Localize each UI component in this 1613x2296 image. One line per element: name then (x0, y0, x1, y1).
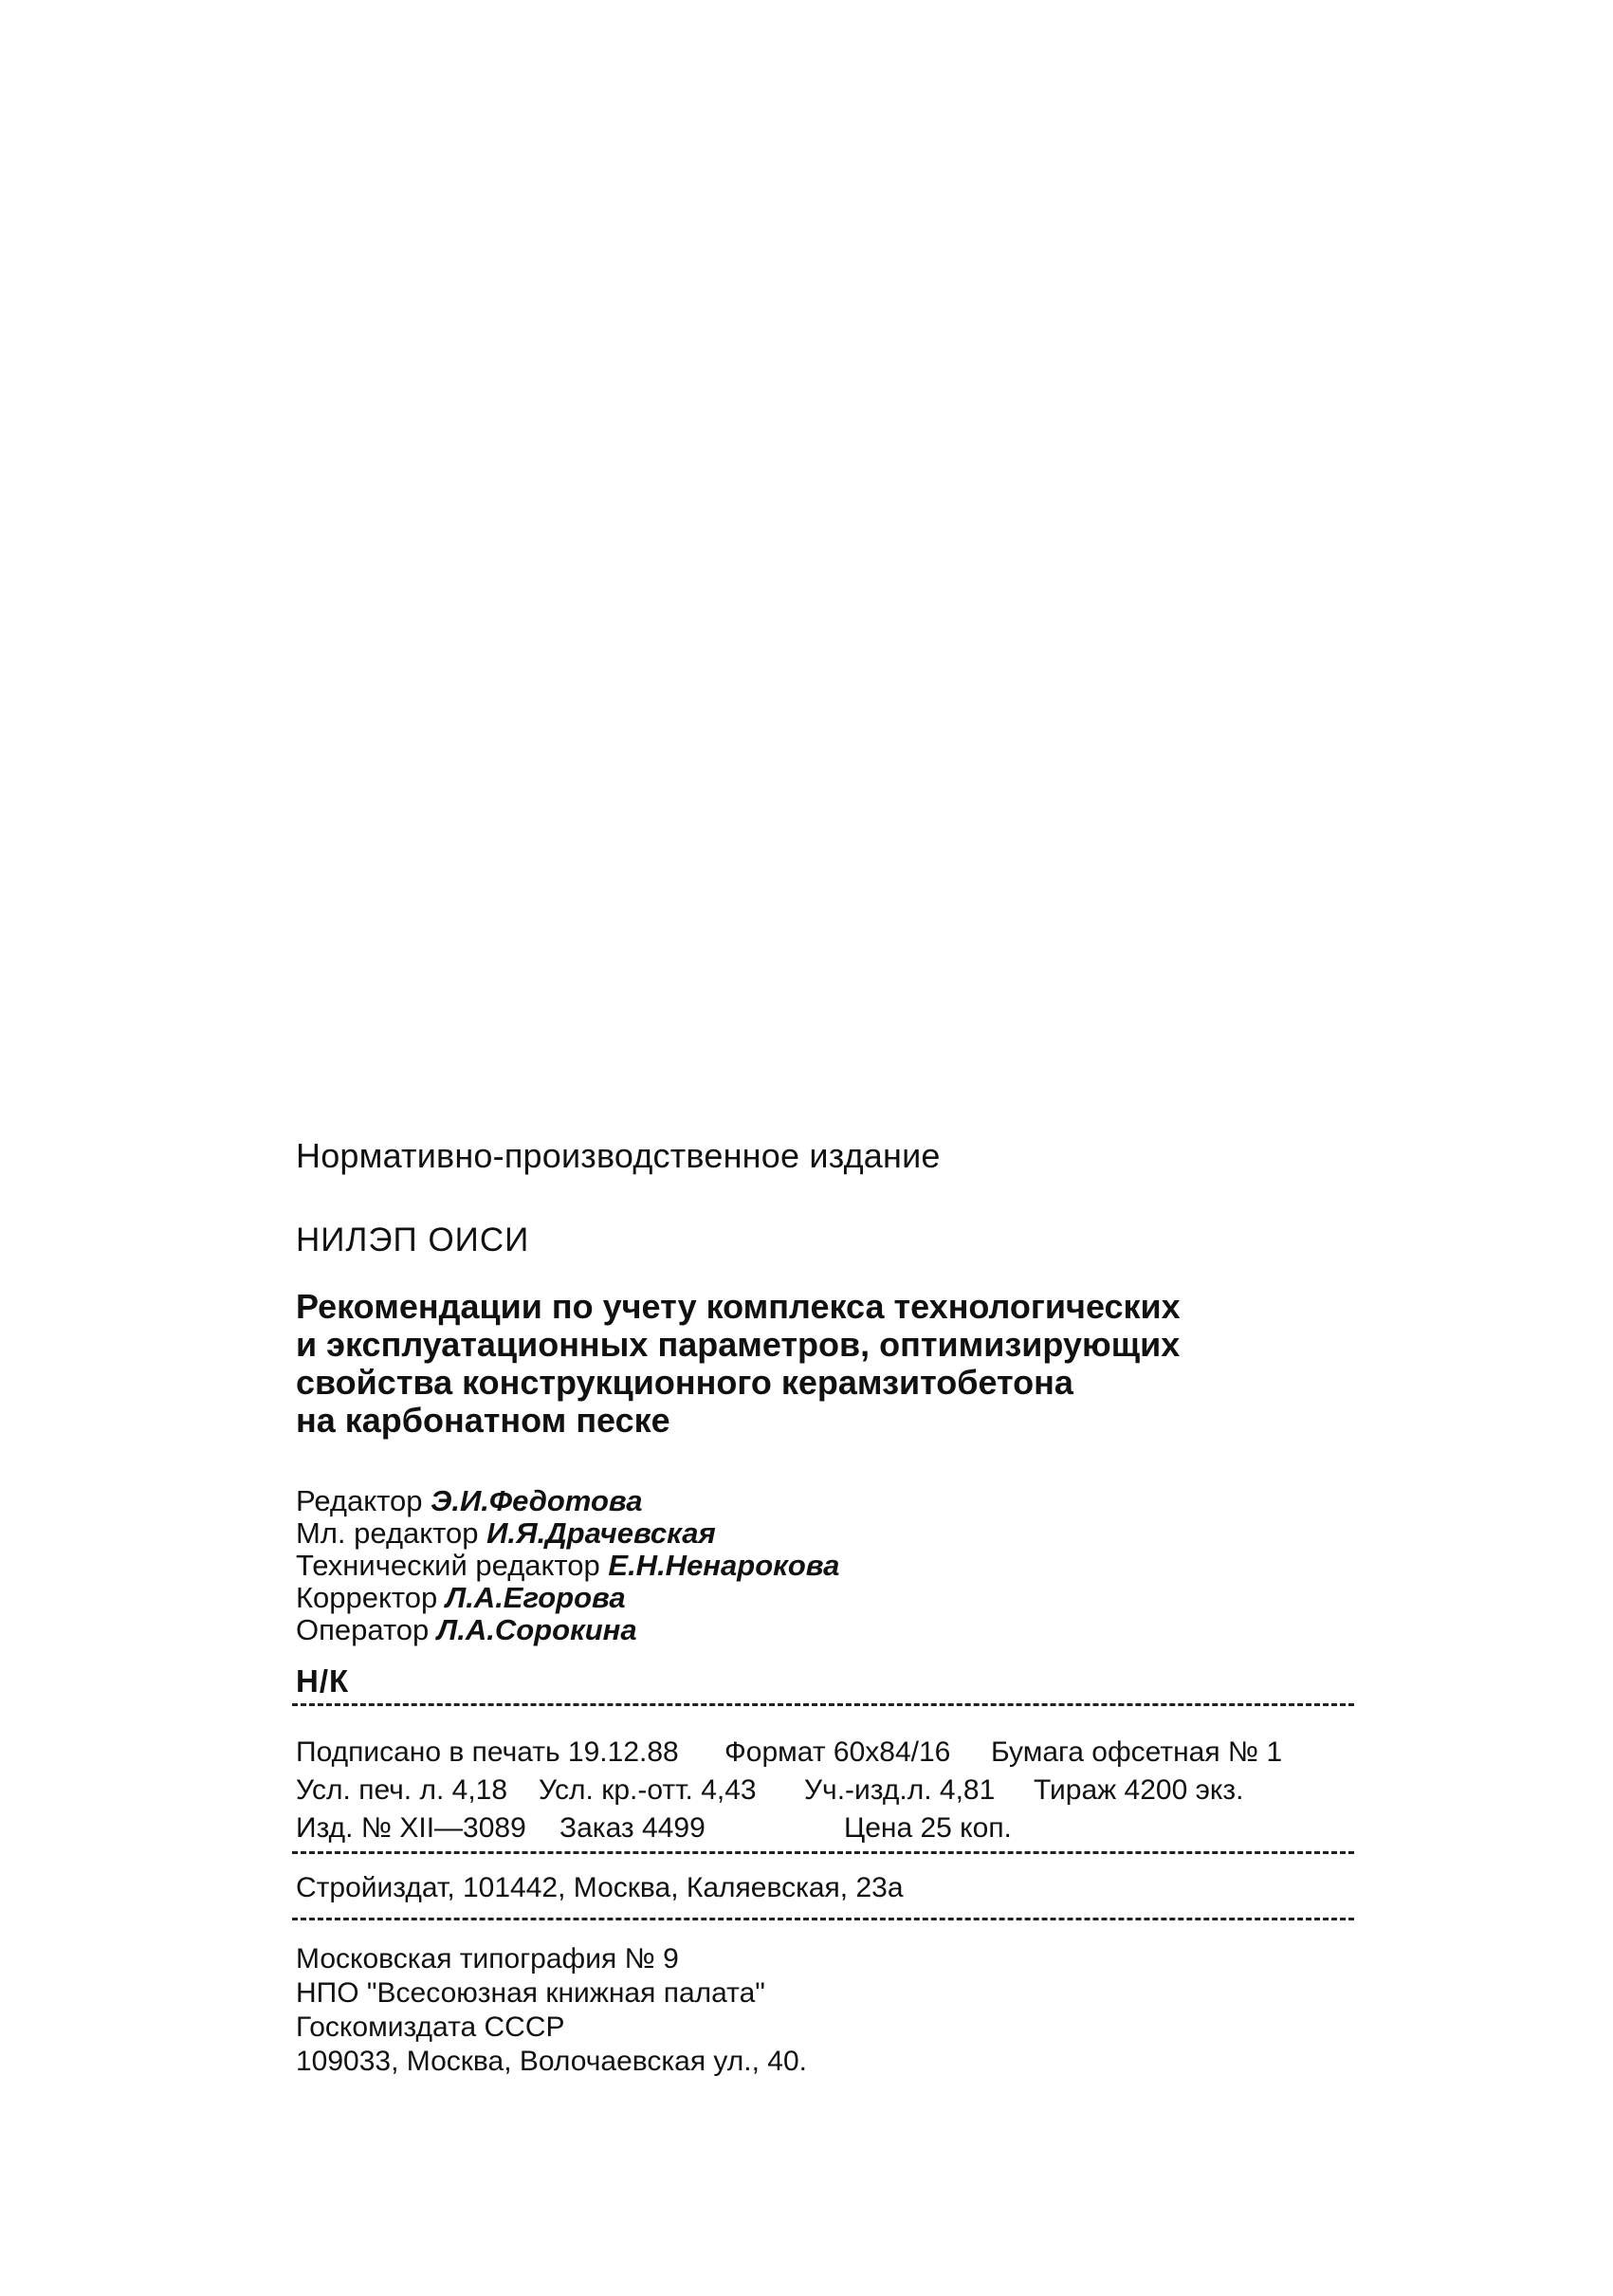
title-line: и эксплуатационных параметров, оптимизирующих (296, 1325, 1181, 1364)
staff-role: Оператор (296, 1613, 430, 1646)
title-line: свойства конструкционного керамзитобетона (296, 1363, 1073, 1402)
imprint-line-2 (296, 1772, 1358, 1809)
imprint-block (296, 1734, 1358, 1847)
staff-name: Э.И.Федотова (431, 1484, 643, 1517)
staff-role: Мл. редактор (296, 1516, 479, 1550)
printer-line: Московская типография № 9 (296, 1943, 679, 1975)
staff-name: Л.А.Егорова (445, 1581, 626, 1614)
staff-role: Редактор (296, 1484, 423, 1517)
staff-row-editor (296, 1485, 1358, 1517)
staff-name: Е.Н.Ненарокова (608, 1549, 840, 1582)
staff-role: Корректор (296, 1581, 438, 1614)
staff-row-technical-editor (296, 1550, 1358, 1582)
edition-number: Изд. № XII—3089 (296, 1812, 526, 1844)
print-sheets: Усл. печ. л. 4,18 (296, 1774, 508, 1806)
staff-row-operator (296, 1614, 1358, 1646)
publication-type: Нормативно-производственное издание (296, 1136, 941, 1175)
staff-name: И.Я.Драчевская (486, 1516, 716, 1550)
dashed-divider (292, 1703, 1354, 1706)
imprint-line-3 (296, 1809, 1358, 1847)
publishing-sheets: Уч.-изд.л. 4,81 (804, 1774, 996, 1806)
color-prints: Усл. кр.-отт. 4,43 (539, 1774, 757, 1806)
dashed-divider (292, 1918, 1354, 1920)
staff-row-junior-editor (296, 1517, 1358, 1550)
organization-name: НИЛЭП ОИСИ (296, 1221, 530, 1258)
printer-line: Госкомиздата СССР (296, 2011, 565, 2043)
printer-line: 109033, Москва, Волочаевская ул., 40. (296, 2046, 807, 2077)
title-line: Рекомендации по учету комплекса технологических (296, 1287, 1181, 1326)
staff-name: Л.А.Сорокина (436, 1613, 637, 1646)
document-title (296, 1288, 1358, 1440)
signed-date: Подписано в печать 19.12.88 (296, 1736, 679, 1768)
print-run: Тираж 4200 экз. (1034, 1774, 1244, 1806)
staff-role: Технический редактор (296, 1549, 600, 1582)
dashed-divider (292, 1851, 1354, 1854)
publisher-address: Стройиздат, 101442, Москва, Каляевская, 23а (296, 1872, 904, 1903)
title-line: на карбонатном песке (296, 1401, 670, 1440)
printer-info (296, 1942, 1358, 2079)
printer-line: НПО "Всесоюзная книжная палата" (296, 1977, 765, 2009)
staff-credits (296, 1485, 1358, 1646)
format: Формат 60х84/16 (724, 1736, 951, 1768)
order-number: Заказ 4499 (559, 1812, 706, 1844)
price: Цена 25 коп. (844, 1812, 1012, 1844)
nk-mark: Н/К (296, 1663, 350, 1699)
imprint-line-1 (296, 1734, 1358, 1772)
paper: Бумага офсетная № 1 (991, 1736, 1283, 1768)
staff-row-proofreader (296, 1582, 1358, 1614)
